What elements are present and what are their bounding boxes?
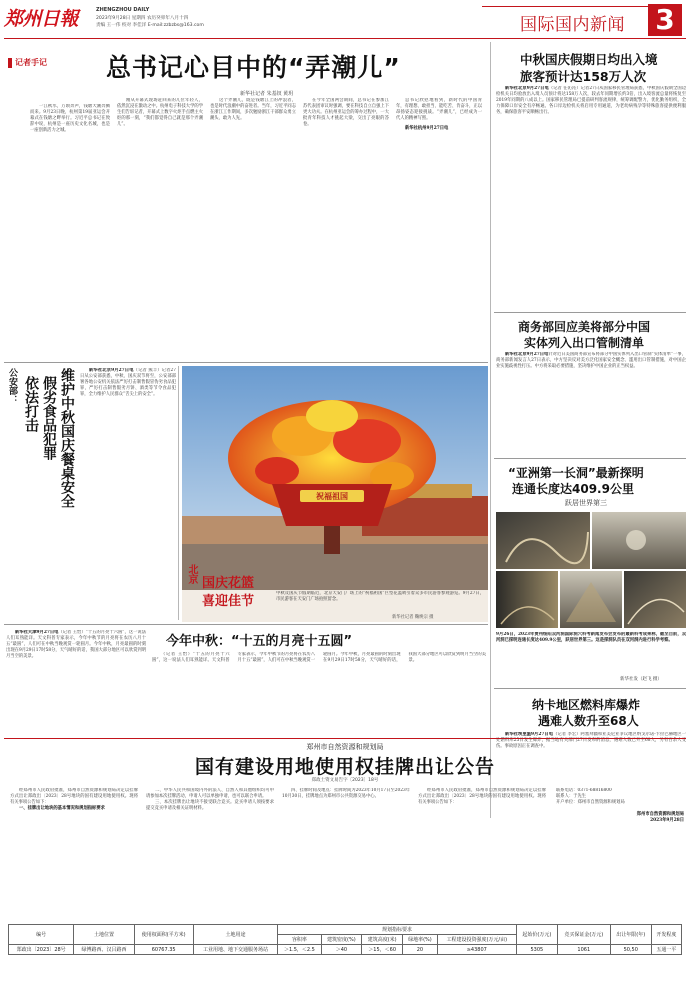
cell-development: 五通一平 — [651, 945, 681, 955]
cell-investment: ≥43807 — [437, 945, 516, 955]
th-term: 出让年限(年) — [610, 925, 651, 945]
lead-col-1 — [30, 104, 110, 356]
story-tag — [8, 56, 48, 70]
story-tag-bar — [8, 58, 12, 68]
lead-col-1-text: 一江秋水，万顷奔声，钱塘大潮奔腾而来。9月23日晚，杭州第19届亚运会开幕式在钱塘之畔举行。习近平总书记在致辞中说，杭州是一座历史文化名城，也是一座创新活力之城。 — [30, 104, 110, 134]
moon-lead: 新华社天津9月27日电 — [15, 630, 59, 635]
th-use: 土地用途 — [193, 925, 278, 945]
cell-number: 郑政出〔2023〕28号 — [9, 945, 74, 955]
moon-body — [6, 630, 146, 734]
left-body — [80, 368, 176, 614]
th-height: 建筑高度(米) — [362, 935, 403, 945]
notice-title: 国有建设用地使用权挂牌出让公告 — [194, 756, 495, 778]
lead-col-3 — [210, 98, 296, 356]
table-row — [9, 945, 682, 955]
lead-col-3-text: 这个弄潮儿，既是钱塘江上的冲浪者，也是时代浪潮中的奋进者。当年，习近平同志在浙江工作期间，多次勉励浙江干部群众勇立潮头、敢为人先。 — [210, 98, 296, 122]
notice-number: 郑政土资文易告字〔2023〕18号 — [311, 778, 379, 783]
page-number: 3 — [648, 4, 682, 36]
th-development: 开发程度 — [651, 925, 681, 945]
masthead-logo: 郑州日報 — [4, 8, 79, 30]
basket-sign-text: 祝福祖国 — [316, 492, 348, 501]
r1-rule — [494, 312, 686, 313]
notice-col-5 — [556, 788, 684, 928]
left-kicker: 公安部： — [7, 368, 17, 404]
photo-headline-2: 喜迎佳节 — [202, 594, 255, 609]
notice-table — [8, 924, 682, 955]
r1-headline-1: 中秋国庆假期日均出入境 — [520, 52, 658, 67]
cell-start-price: 5305 — [516, 945, 557, 955]
notice-contact-3: 开户单位：郑州市自然资源和规划局 — [556, 800, 625, 806]
moon-body-cont — [152, 652, 486, 732]
masthead-date: 2023年9月28日 星期四 农历癸卯年八月十四 — [96, 16, 189, 21]
notice-para-3: 二、中华人民共和国境内外的法人、自然人和其他组织均可申请参加本次挂牌活动，申请人可以单独申请，也可以联合申请。 — [146, 788, 274, 800]
notice-para-1: 经郑州市人民政府批准，郑州市自然资源和规划局决定以挂牌方式出让郑政出〔2023〕28号地块的国有建设用地使用权。现将有关事项公告如下： — [10, 788, 138, 806]
th-area: 使用权面积(平方米) — [134, 925, 193, 945]
lead-col-2-text: 刚从开幕式现场赶回来的几位年轻人，依然沉浸在激动之中。杭州电子科技大学的学生们告诉记者，开幕式上数字火炬手点燃主火炬的那一刻，“我们都觉得自己就是那个弄潮儿”。 — [117, 98, 203, 128]
notice-col-3 — [282, 788, 410, 920]
r1-headline-2: 旅客预计达158万人次 — [520, 69, 647, 84]
notice-org: 郑州市自然资源和规划局 — [306, 743, 384, 751]
mid-rule — [4, 624, 488, 625]
r2-rule — [494, 458, 686, 459]
section-title: 国际国内新闻 — [520, 15, 625, 35]
r3-rule — [494, 688, 686, 689]
masthead-editor: 责编 王一伟 校对 李佳洋 E-mail:zzbzbs@163.com — [96, 23, 204, 28]
cave-photos — [496, 512, 686, 628]
flower-basket-photo — [182, 366, 488, 590]
lead-dateline: 新华社杭州9月27日电 — [405, 126, 449, 132]
lead-col-5-text: 总书记欣慰地看到，新时代的中国青年，有理想、敢担当、能吃苦、肯奋斗，正以昂扬姿态迎接挑战。“弄潮儿”，已经成为一代人的精神写照。 — [396, 98, 482, 122]
cell-green: 20 — [403, 945, 438, 955]
r4-lead: 新华社埃里温9月27日电 — [505, 732, 554, 737]
notice-para-1b: 经郑州市人民政府批准，郑州市自然资源和规划局决定以挂牌方式出让郑政出〔2023〕28号地块的国有建设用地使用权。现将有关事项公告如下： — [418, 788, 546, 806]
notice-para-4: 三、本次挂牌出让地块不接受联合竞买。竞买申请人须按要求提交竞买申请及相关证明材料。 — [146, 800, 274, 812]
cell-deposit: 1061 — [557, 945, 610, 955]
right-column-divider — [490, 42, 491, 818]
r3-headline-2: 连通长度达409.9公里 — [512, 482, 634, 496]
photo-headline-1: 国庆花篮 — [202, 576, 255, 591]
left-lead: 新华社北京9月27日电 — [89, 368, 134, 373]
left-text: （记者 熊丰）记者27日从公安部获悉，中秋、国庆双节将至，公安部部署各地公安机关依法严厉打击制售假冒伪劣食品犯罪，严厉打击制售假劣月饼、酒类等节令食品犯罪，全力维护人民群众“舌尖上的安全”。 — [80, 368, 176, 398]
masthead-logo-en: ZHENGZHOU DAILY — [96, 7, 150, 13]
photo-caption-text: 中秋及国庆节假期临近，北京天安门广场上的“祝福祖国”巨型花篮吸引着众多市民游客参观游览。9月27日，市民游客在天安门广场拍照留念。 — [276, 591, 484, 603]
r1-body — [496, 86, 686, 238]
story-tag-label: 记者手记 — [15, 58, 47, 67]
notice-sign-date: 2023年9月28日 — [650, 818, 684, 824]
th-green: 绿地率(%) — [403, 935, 438, 945]
th-density: 建筑密度(%) — [321, 935, 362, 945]
r2-text: 针对近日美国商务部宣布将部分中国实体列入出口管制“实体清单”一事，商务部新闻发言人27日表示，中方坚决反对美方泛化国家安全概念、滥用出口管制措施，对中国企业实施歧视性打压。中方将采取必要措施，坚决维护中国企业的正当权益。 — [496, 352, 686, 370]
lead-col-4-text: 在今年全国两会期间，总书记在参加江苏代表团审议时强调，要在科技自立自强上下更大功夫。在杭州亚运会的筹办过程中，一大批青年科技人才挑起大梁，交出了亮眼的答卷。 — [303, 98, 389, 128]
lead-col-4 — [303, 98, 389, 356]
r4-headline-1: 纳卡地区燃料库爆炸 — [532, 698, 641, 712]
th-planning: 规划指标要求 — [278, 925, 517, 935]
masthead-rule — [4, 38, 686, 39]
cell-area: 60767.35 — [134, 945, 193, 955]
lead-headline: 总书记心目中的“弄潮儿” — [106, 53, 401, 82]
moon-headline: 今年中秋：“十五的月亮十五圆” — [166, 634, 353, 649]
r3-caption — [496, 632, 686, 672]
flower-basket-image — [182, 366, 488, 590]
cell-use: 工业用地、地下交通服务场站 — [193, 945, 278, 955]
masthead — [0, 0, 690, 42]
cell-height: ＞15，＜60 — [362, 945, 403, 955]
left-story-divider — [178, 366, 179, 620]
th-number: 编号 — [9, 925, 74, 945]
cell-location: 绿博路西、汉吕路西 — [74, 945, 134, 955]
r3-headline-1: “亚洲第一长洞”最新探明 — [508, 466, 644, 480]
lead-byline: 新华社记者 朱基钗 黄玥 — [240, 91, 294, 97]
r1-text: （记者 任沁沁）记者27日从国家移民管理局获悉，中秋国庆假期全国边检机关日均验放出入境人员预计将达158万人次，较去年同期增长约3倍，出入境客流总量将恢复至2019年同期的八成以上。国家移民管理局已提前研判客流规律，统筹调配警力，优化勤务组织，全力保障口岸安全有序畅通。各口岸边检机关将启用专用通道，为老幼病残孕等特殊旅客提供便利服务，确保旅客平安顺畅出行。 — [496, 86, 686, 116]
th-start-price: 起始价(万元) — [516, 925, 557, 945]
notice-para-5: 四、挂牌时间及地点：挂牌时间为2023年10月17日至2023年10月30日，挂牌地点为郑州市公共资源交易中心。 — [282, 788, 410, 800]
cell-density: ＞40 — [321, 945, 362, 955]
r2-body — [496, 352, 686, 452]
notice-col-1 — [10, 788, 138, 920]
r3-caption-text: 9月26日，2023年贵州绥阳双河洞国际洞穴科考新闻发布会发布的最新科考成果称，截至目前，双河洞已探明连通长度达409.9公里，跃居世界第三。这是探洞队员在双河洞内进行科学考察。 — [496, 632, 686, 644]
moon-text-cont: （记者 王怡）“十五的月亮十六圆”，这一说法人们耳熟能详。天文科普专家表示，今年中秋节的月亮将在农历八月十五“最圆”，人们可在中秋当晚观赏一轮圆月。今年中秋，月亮最圆的时刻出现在9月29日17时58分，天气晴好的话，我国大部分地区可以欣赏到明月当空的美景。 — [152, 652, 486, 664]
th-far: 容积率 — [278, 935, 321, 945]
r1-lead: 新华社北京9月27日电 — [505, 86, 549, 91]
photo-credit: 新华社记者 鞠焕宗 摄 — [392, 615, 434, 620]
lead-col-2 — [117, 98, 203, 356]
photo-caption — [276, 591, 484, 613]
r3-photo-credit: 新华社发（赵飞 摄） — [620, 677, 662, 682]
r2-lead: 新华社北京9月27日电 — [505, 352, 549, 357]
th-investment: 工程建设投资强度(万元/亩) — [437, 935, 516, 945]
left-headline-2: 假劣食品犯罪 — [41, 376, 57, 460]
lead-bottom-rule — [4, 362, 488, 363]
notice-col-4 — [418, 788, 546, 920]
r3-kicker: 跃居世界第三 — [565, 499, 607, 507]
notice-contact-1: 联系电话：0371-68816800 — [556, 788, 612, 793]
section-rule — [482, 6, 650, 7]
r2-headline-1: 商务部回应美将部分中国 — [518, 320, 651, 334]
cell-far: ＞1.5，＜2.5 — [278, 945, 321, 955]
left-headline-3: 维护中秋国庆餐桌安全 — [59, 368, 75, 508]
moon-text: （记者 王怡）“十五的月亮十六圆”，这一说法人们耳熟能详。天文科普专家表示，今年中秋节的月亮将在农历八月十五“最圆”，人们可在中秋当晚观赏一轮圆月。今年中秋，月亮最圆的时刻出现在9月29日17时58分，天气晴好的话，我国大部分地区可以欣赏到明月当空的美景。 — [6, 630, 146, 660]
cell-term: 50,50 — [610, 945, 651, 955]
r2-headline-2: 实体列入出口管制清单 — [524, 336, 645, 350]
notice-para-2: 一、挂牌出让地块的基本情况和规划指标要求 — [19, 806, 105, 812]
photo-side-label: 北京 — [186, 564, 197, 584]
th-deposit: 竞买保证金(万元) — [557, 925, 610, 945]
lead-col-5 — [396, 98, 482, 356]
notice-signature: 郑州市自然资源和规划局 — [636, 812, 684, 818]
notice-contact-2: 联系人：于先生 — [556, 794, 587, 800]
th-location: 土地位置 — [74, 925, 134, 945]
notice-col-2 — [146, 788, 274, 920]
r4-headline-2: 遇难人数升至68人 — [538, 714, 639, 728]
left-headline-1: 依法打击 — [23, 376, 39, 432]
r4-text: （记者 李宏）阿塞拜疆和亚美尼亚争议地区纳戈尔诺-卡拉巴赫地区一处燃料库25日发生爆炸，据当地有关部门27日发布的消息，遇难人数已升至68人，另有百余人受伤。事故原因正在调查中。 — [496, 732, 686, 750]
cave-photo-grid — [496, 512, 686, 628]
